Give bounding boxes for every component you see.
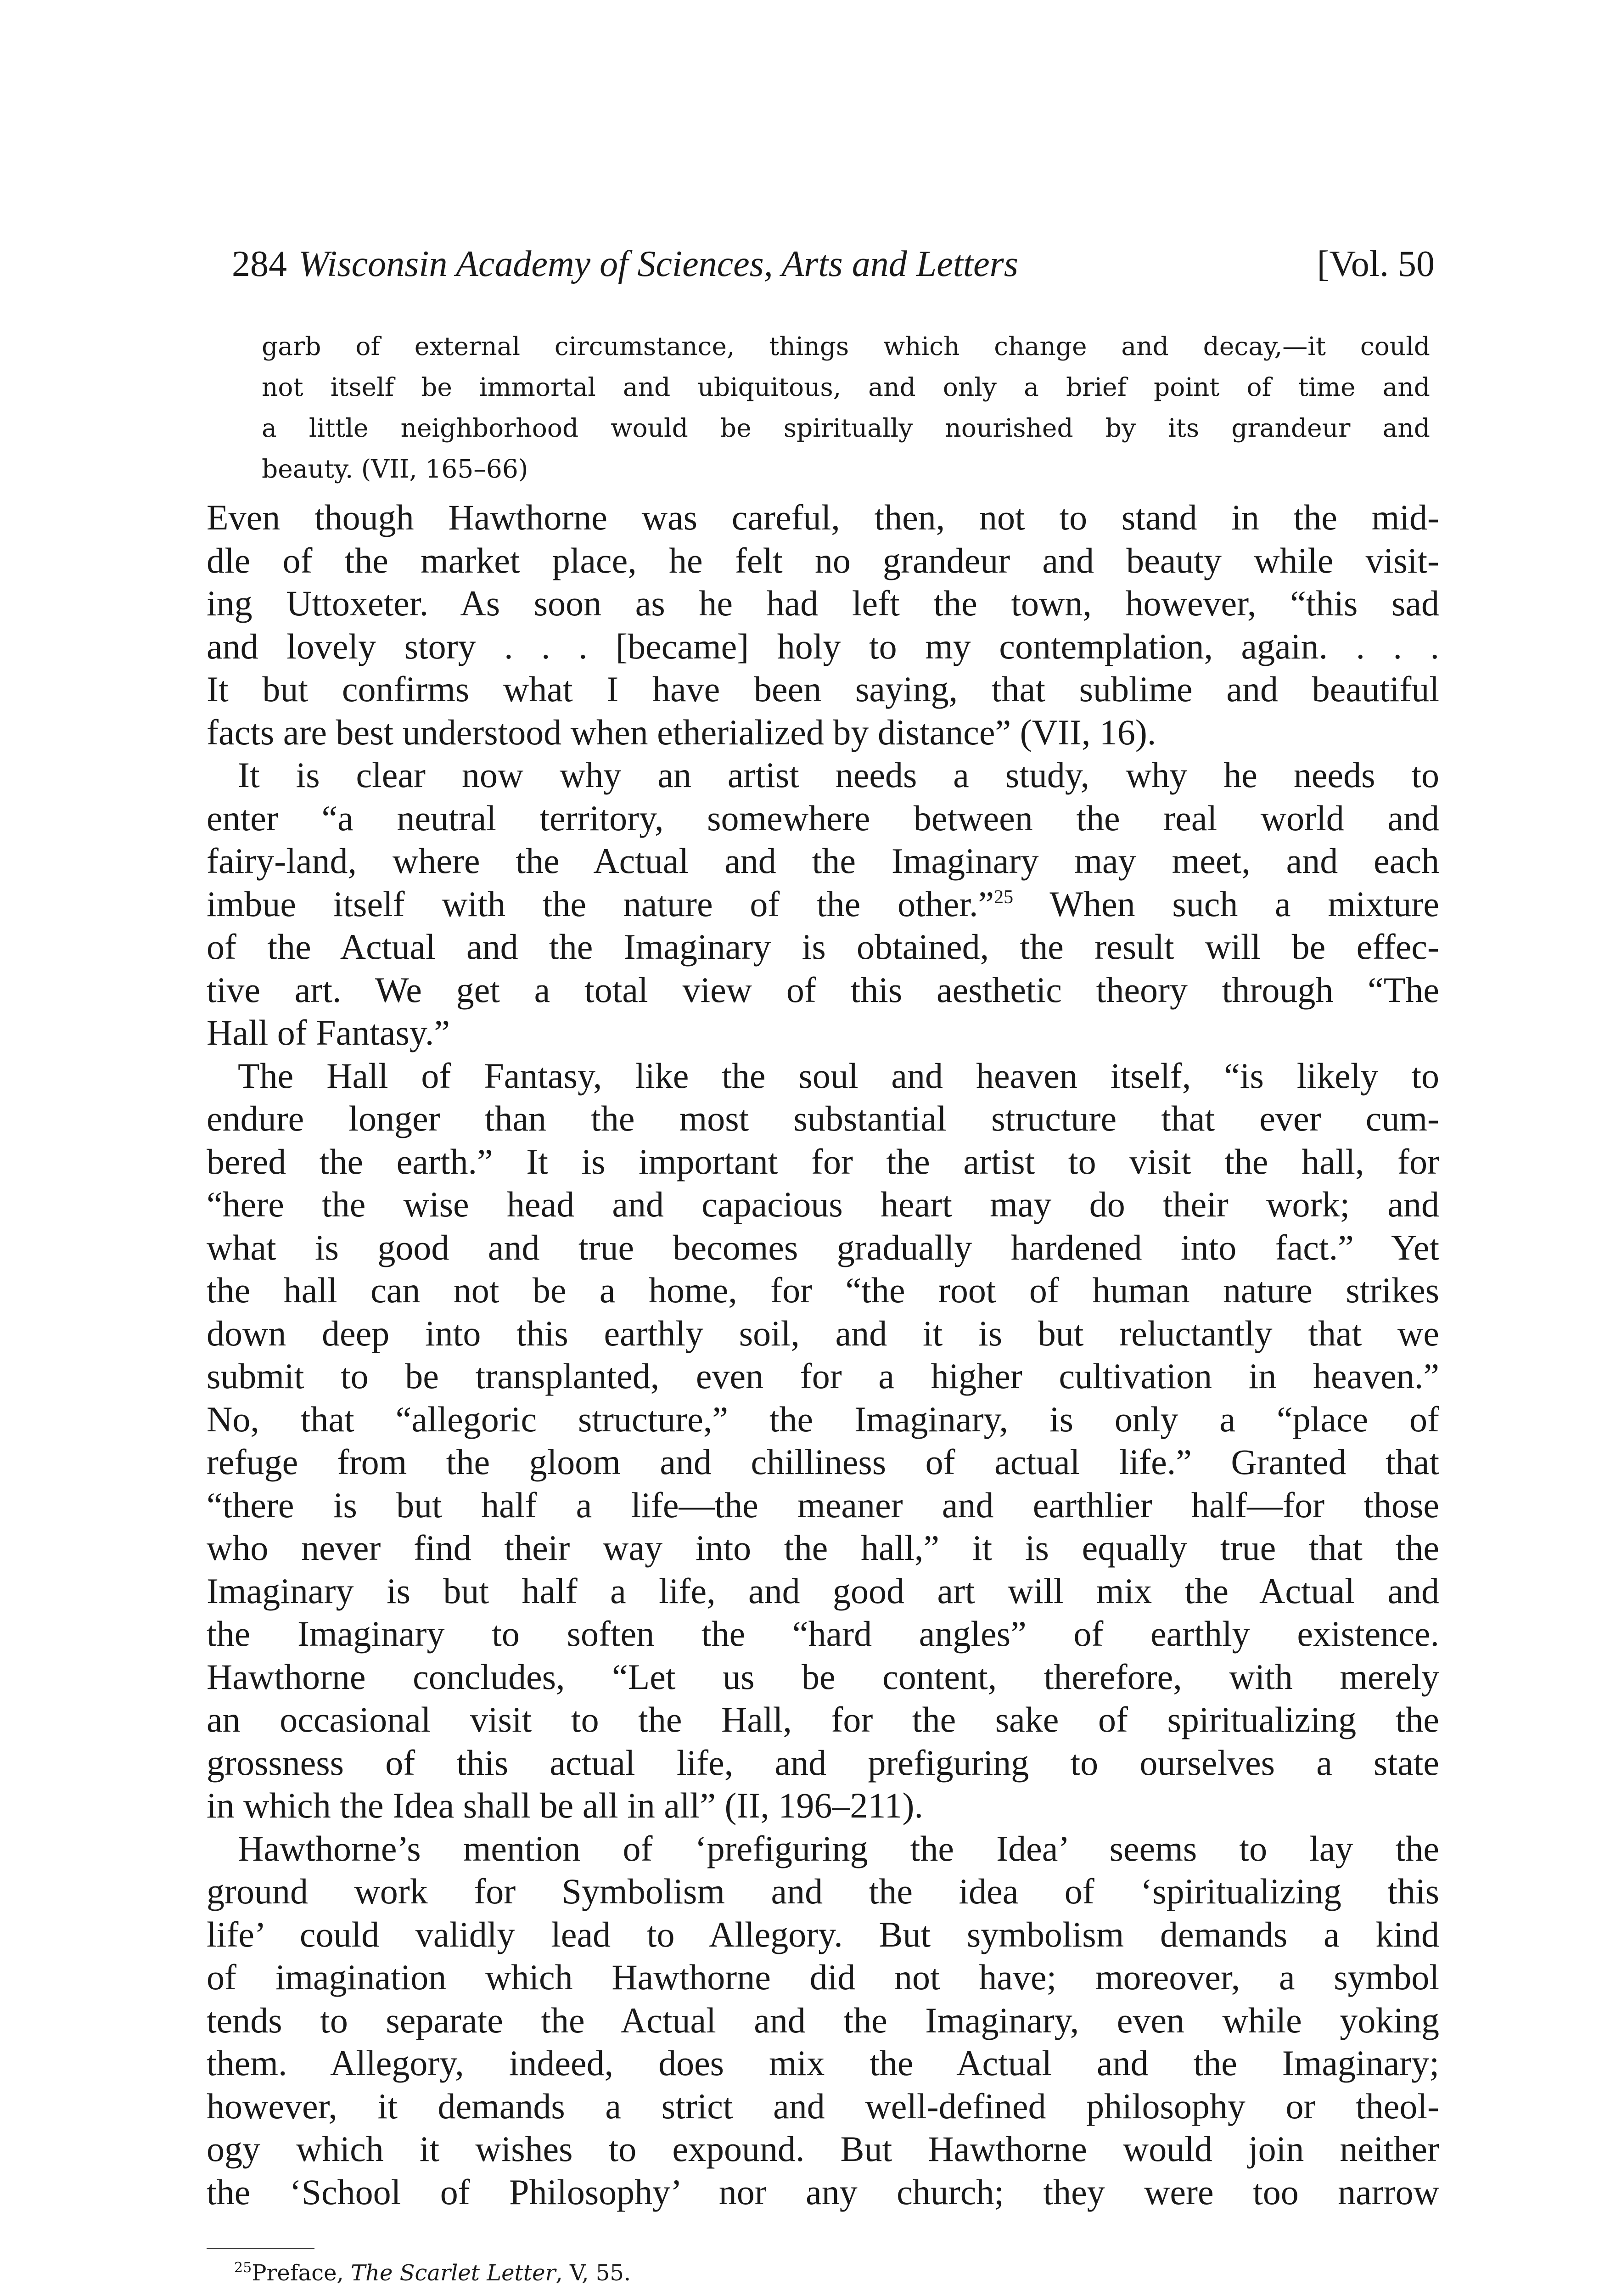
text-line: the hall can not be a home, for “the root of human nature strikes [207, 1270, 1439, 1310]
text-line: enter “a neutral territory, somewhere between the real world and [207, 798, 1439, 838]
text-line: bered the earth.” It is important for the artist to visit the hall, for [207, 1141, 1439, 1182]
text-line: “here the wise head and capacious heart may do their work; and [207, 1184, 1439, 1224]
footnote-rule [207, 2248, 314, 2249]
text-line: the Imaginary to soften the “hard angles” of earthly existence. [207, 1614, 1439, 1654]
block-quote [262, 326, 1430, 490]
footnote-number: 25 [234, 2260, 252, 2276]
text-line: ogy which it wishes to expound. But Hawthorne would join neither [207, 2129, 1439, 2169]
text-line: of imagination which Hawthorne did not have; moreover, a symbol [207, 1957, 1439, 1997]
text-line: facts are best understood when etherialized by distance” (VII, 16). [207, 712, 1156, 752]
quote-line: not itself be immortal and ubiquitous, and only a brief point of time and [262, 372, 1430, 402]
page-number: 284 [232, 244, 287, 284]
text-line: “there is but half a life—the meaner and earthlier half—for those [207, 1485, 1439, 1525]
text-line: Hall of Fantasy.” [207, 1013, 450, 1052]
text-line: them. Allegory, indeed, does mix the Actual and the Imaginary; [207, 2043, 1439, 2083]
text-line: endure longer than the most substantial structure that ever cum- [207, 1098, 1439, 1138]
text-line: ground work for Symbolism and the idea of ‘spiritualizing this [207, 1871, 1439, 1911]
text-line: of the Actual and the Imaginary is obtained, the result will be effec- [207, 927, 1439, 967]
text-line: down deep into this earthly soil, and it is but reluctantly that we [207, 1313, 1439, 1353]
text-segment: imbue itself with the nature of the other.” [207, 884, 994, 924]
text-segment: When such a mixture [1013, 884, 1439, 924]
text-line: tends to separate the Actual and the Imaginary, even while yoking [207, 2000, 1439, 2040]
text-line: grossness of this actual life, and prefiguring to ourselves a state [207, 1742, 1439, 1783]
footnote-title: The Scarlet Letter [351, 2260, 556, 2286]
footnote-suffix: , V, 55. [555, 2260, 631, 2286]
text-line: however, it demands a strict and well-defined philosophy or theol- [207, 2086, 1439, 2126]
text-line-with-footnote [207, 883, 1439, 926]
text-line: refuge from the gloom and chilliness of actual life.” Granted that [207, 1442, 1439, 1482]
footnote-reference: 25 [994, 886, 1014, 908]
body-text [207, 496, 1439, 2213]
volume-label: [Vol. 50 [1317, 244, 1435, 284]
text-line: dle of the market place, he felt no grandeur and beauty while visit- [207, 540, 1439, 580]
text-line: in which the Idea shall be all in all” (II, 196–211). [207, 1785, 923, 1825]
text-line: It but confirms what I have been saying, that sublime and beautiful [207, 669, 1439, 709]
text-line: Hawthorne concludes, “Let us be content, therefore, with merely [207, 1656, 1439, 1697]
quote-line: garb of external circumstance, things which change and decay,—it could [262, 332, 1430, 361]
text-line: ing Uttoxeter. As soon as he had left the town, however, “this sad [207, 583, 1439, 623]
text-line: and lovely story . . . [became] holy to my contemplation, again. . . . [207, 626, 1439, 666]
text-line: Imaginary is but half a life, and good art will mix the Actual and [207, 1570, 1439, 1611]
text-line: No, that “allegoric structure,” the Imaginary, is only a “place of [207, 1399, 1439, 1439]
text-line: It is clear now why an artist needs a study, why he needs to [238, 755, 1439, 795]
text-line: tive art. We get a total view of this aesthetic theory through “The [207, 969, 1439, 1010]
text-line: an occasional visit to the Hall, for the sake of spiritualizing the [207, 1699, 1439, 1739]
text-line: what is good and true becomes gradually hardened into fact.” Yet [207, 1227, 1439, 1267]
journal-title: Wisconsin Academy of Sciences, Arts and Letters [298, 244, 1018, 284]
text-line: Even though Hawthorne was careful, then, not to stand in the mid- [207, 497, 1439, 537]
text-line: the ‘School of Philosophy’ nor any church; they were too narrow [207, 2172, 1439, 2212]
footnote [234, 2255, 631, 2291]
text-line: life’ could validly lead to Allegory. But symbolism demands a kind [207, 1914, 1439, 1954]
running-head [232, 239, 1435, 289]
text-line: who never find their way into the hall,” it is equally true that the [207, 1528, 1439, 1568]
text-line: Hawthorne’s mention of ‘prefiguring the Idea’ seems to lay the [238, 1828, 1439, 1868]
footnote-prefix: Preface, [252, 2260, 351, 2286]
text-line: The Hall of Fantasy, like the soul and heaven itself, “is likely to [238, 1055, 1439, 1096]
text-line: fairy-land, where the Actual and the Imaginary may meet, and each [207, 841, 1439, 881]
text-line: submit to be transplanted, even for a higher cultivation in heaven.” [207, 1356, 1439, 1396]
quote-line: a little neighborhood would be spiritually nourished by its grandeur and [262, 413, 1430, 443]
quote-line: beauty. (VII, 165–66) [262, 454, 528, 484]
